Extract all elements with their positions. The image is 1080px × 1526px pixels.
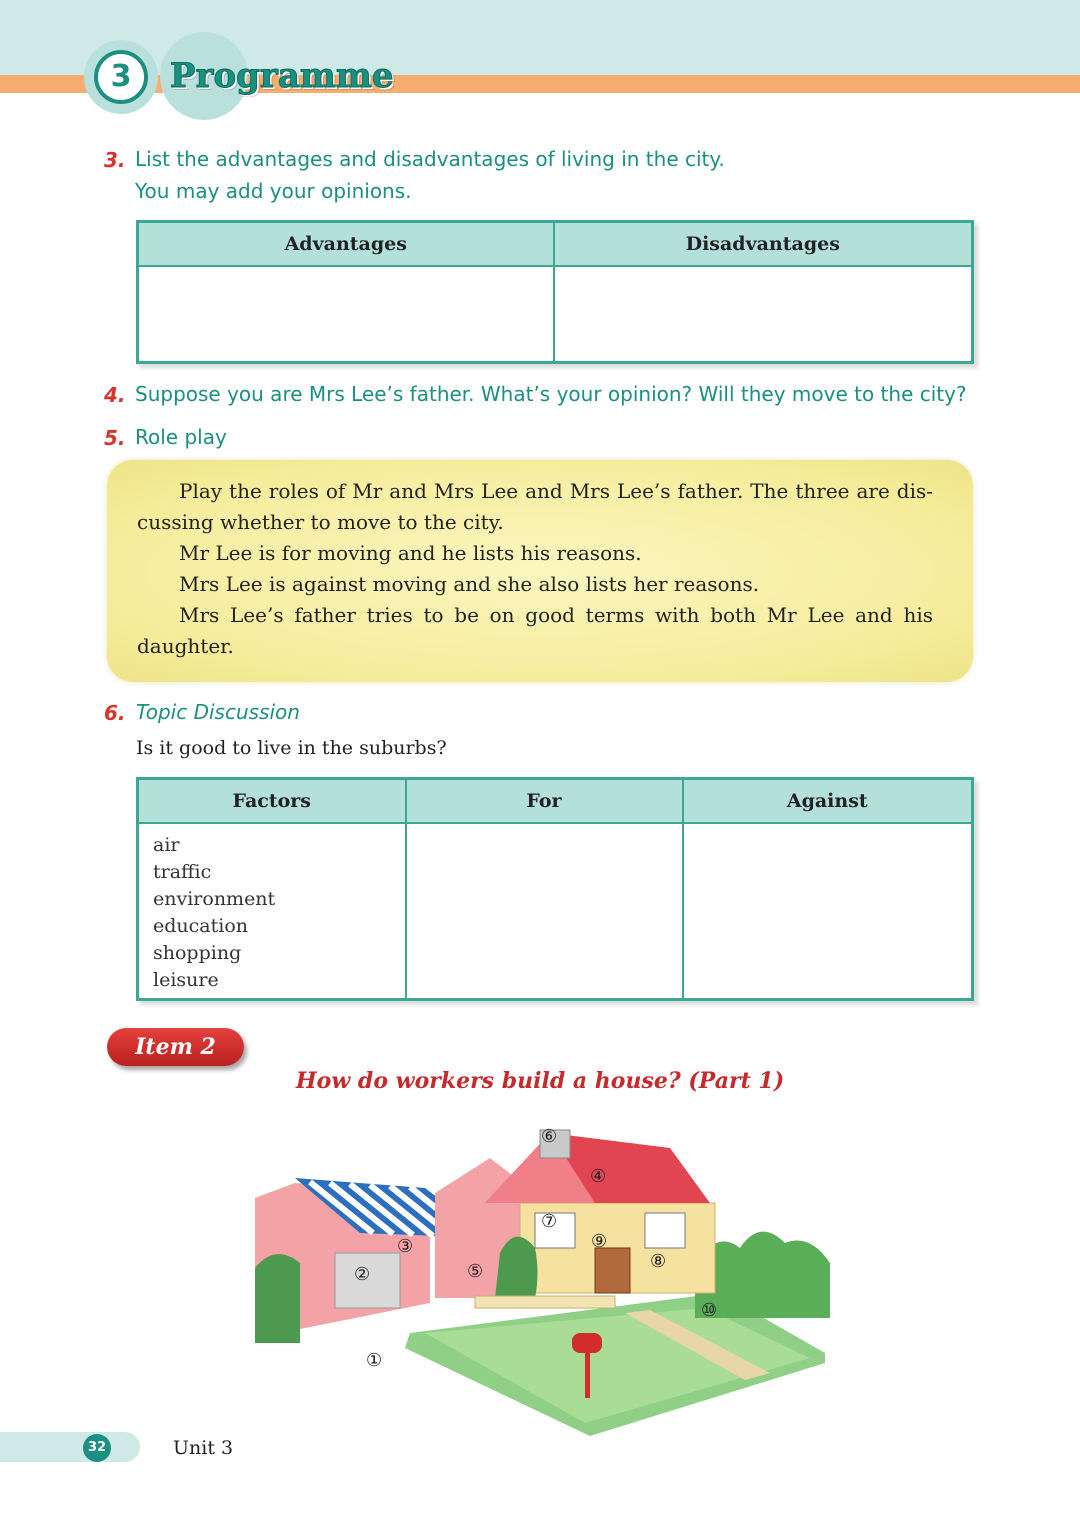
item-2-badge: Item 2 bbox=[107, 1028, 244, 1066]
role-play-paragraph: Play the roles of Mr and Mrs Lee and Mrs Lee’s father. The three are dis-cussing whether to move to the city. bbox=[137, 479, 933, 534]
question-6-number: 6. bbox=[104, 701, 126, 725]
advantages-table bbox=[136, 220, 974, 364]
factor-item: education bbox=[153, 914, 248, 937]
factor-item: air bbox=[153, 833, 180, 856]
factors-cell bbox=[138, 823, 406, 1000]
role-play-paragraph: Mrs Lee is against moving and she also lists her reasons. bbox=[179, 572, 760, 596]
page-number: 32 bbox=[83, 1434, 111, 1462]
house-illustration bbox=[250, 1118, 830, 1438]
mailbox-post bbox=[585, 1353, 590, 1398]
factors-header: Factors bbox=[138, 779, 406, 823]
question-5-number: 5. bbox=[104, 426, 126, 450]
role-play-text bbox=[137, 476, 933, 662]
label-4: ④ bbox=[590, 1166, 607, 1187]
role-play-paragraph: Mrs Lee’s father tries to be on good terms with both Mr Lee and his daughter. bbox=[137, 603, 933, 658]
bush-left bbox=[255, 1254, 300, 1343]
question-5-text: Role play bbox=[135, 425, 227, 449]
label-6: ⑥ bbox=[541, 1126, 558, 1147]
for-cell[interactable] bbox=[406, 823, 683, 1000]
question-3-line1: List the advantages and disadvantages of living in the city. bbox=[135, 147, 725, 171]
label-10: ⑩ bbox=[701, 1300, 718, 1321]
front-door bbox=[595, 1248, 630, 1293]
question-4-text: Suppose you are Mrs Lee’s father. What’s your opinion? Will they move to the city? bbox=[135, 382, 967, 406]
item-2-title-text: How do workers build a house? (Part 1) bbox=[295, 1068, 785, 1094]
for-header: For bbox=[406, 779, 683, 823]
question-3-line2: You may add your opinions. bbox=[135, 179, 412, 203]
question-4-number: 4. bbox=[104, 383, 126, 407]
role-play-paragraph: Mr Lee is for moving and he lists his reasons. bbox=[179, 541, 642, 565]
label-2: ② bbox=[354, 1264, 371, 1285]
fence bbox=[475, 1296, 615, 1308]
unit-number-badge: 3 bbox=[94, 50, 148, 104]
label-7: ⑦ bbox=[541, 1211, 558, 1232]
footer-unit-label: Unit 3 bbox=[173, 1437, 234, 1459]
against-cell[interactable] bbox=[683, 823, 973, 1000]
label-5: ⑤ bbox=[467, 1261, 484, 1282]
factor-item: environment bbox=[153, 887, 276, 910]
label-3: ③ bbox=[397, 1236, 414, 1257]
footer-band bbox=[0, 1432, 140, 1462]
factors-list bbox=[139, 824, 405, 994]
label-1: ① bbox=[366, 1350, 383, 1371]
factor-item: traffic bbox=[153, 860, 212, 883]
question-6-title: Topic Discussion bbox=[136, 700, 300, 724]
question-3-number: 3. bbox=[104, 148, 126, 172]
question-6-intro: Is it good to live in the suburbs? bbox=[136, 737, 447, 759]
factors-table bbox=[136, 777, 974, 1001]
window-right bbox=[645, 1213, 685, 1248]
advantages-header: Advantages bbox=[138, 222, 554, 266]
label-9: ⑨ bbox=[591, 1231, 608, 1252]
advantages-cell[interactable] bbox=[138, 266, 554, 363]
item-2-title bbox=[0, 1068, 1080, 1094]
factor-item: leisure bbox=[153, 968, 219, 991]
against-header: Against bbox=[683, 779, 973, 823]
label-8: ⑧ bbox=[650, 1251, 667, 1272]
factor-item: shopping bbox=[153, 941, 242, 964]
mailbox bbox=[572, 1333, 602, 1353]
disadvantages-header: Disadvantages bbox=[554, 222, 973, 266]
disadvantages-cell[interactable] bbox=[554, 266, 973, 363]
section-title: Programme bbox=[170, 56, 394, 96]
